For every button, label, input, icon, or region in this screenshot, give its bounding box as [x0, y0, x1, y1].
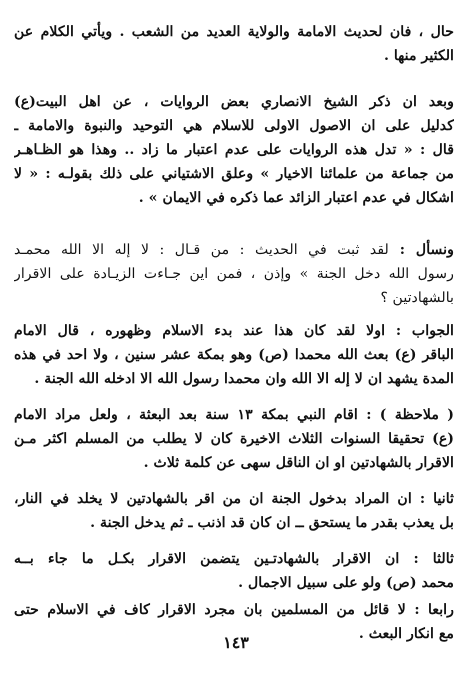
text-line: كدليل على ان الاصول الاولى للاسلام هي التوحيد والنبوة والامامة ـ [14, 118, 454, 134]
text-line: بالشهادتين ؟ [380, 290, 454, 306]
paragraph-label: ( ملاحظة ) : [366, 407, 454, 423]
text-line: بل يعذب بقدر ما يستحق ــ ان كان قد اذنب ـ ثم يدخل الجنة . [90, 515, 454, 531]
text-line: رابعا : لا قائل من المسلمين بان مجرد الاقرار كاف في الاسلام حتى [14, 602, 454, 618]
text-line: ثالثا : ان الاقرار بالشهادتـين يتضمن الاقرار بكـل ما جاء بــه [14, 551, 454, 567]
text-line: الباقر (ع) بعث الله محمدا (ص) وهو بمكة عشر سنين ، ولا احد في هذه [14, 347, 454, 363]
paragraph-label: ثانيا : [419, 491, 454, 507]
text-line: ثانيا : ان المراد بدخول الجنة ان من اقر بالشهادتين لا يخلد في النار، [14, 491, 454, 507]
page-number: ١٤٣ [223, 633, 249, 652]
text-line: المدة يشهد ان لا إله الا الله وان محمدا رسول الله الا ادخله الله الجنة . [34, 371, 454, 387]
paragraph-label: الجواب : [395, 323, 454, 339]
text-line: (ع) تحقيقا السنوات الثلاث الاخيرة كان لا يطلب من المسلم اكثر مـن [14, 431, 454, 447]
text-line: الاقرار بالشهادتين او ان الناقل سهى عن كلمة ثلاث . [143, 455, 454, 471]
paragraph-label: ونسأل : [399, 242, 454, 258]
paragraph-label: رابعا : [414, 602, 454, 618]
text-line: الكثير منها . [383, 48, 454, 64]
text-line: قال : « تدل هذه الروايات على عدم اعتبار ما زاد .. وهذا هو الظـاهـر [14, 142, 454, 158]
text-line: مع انكار البعث . [358, 626, 454, 642]
text-line: حال ، فان لحديث الامامة والولاية العديد من الشعب . ويأتي الكلام عن [14, 24, 454, 40]
text-line: رسول الله دخل الجنة » وإذن ، فمن اين جـاءت الزيـادة على الاقرار [14, 266, 454, 282]
text-line: ونسأل : لقد ثبت في الحديث : من قـال : لا إله الا الله محمـد [14, 242, 454, 258]
text-line: ( ملاحظة ) : اقام النبي بمكة ١٣ سنة بعد البعثة ، ولعل مراد الامام [14, 407, 454, 423]
text-line: من جماعة من علمائنا الاخيار » وعلق الاشتياني على ذلك بقولـه : « لا [14, 166, 454, 182]
paragraph-label: ثالثا : [413, 551, 454, 567]
text-line: وبعد ان ذكر الشيخ الانصاري بعض الروايات ، عن اهل البيت(ع) [14, 94, 454, 110]
text-line: محمد (ص) ولو على سبيل الاجمال . [238, 575, 454, 591]
text-line: الجواب : اولا لقد كان هذا عند بدء الاسلام وظهوره ، قال الامام [14, 323, 454, 339]
text-line: اشكال في عدم اعتبار الزائد عما ذكره في الايمان » . [138, 190, 454, 206]
